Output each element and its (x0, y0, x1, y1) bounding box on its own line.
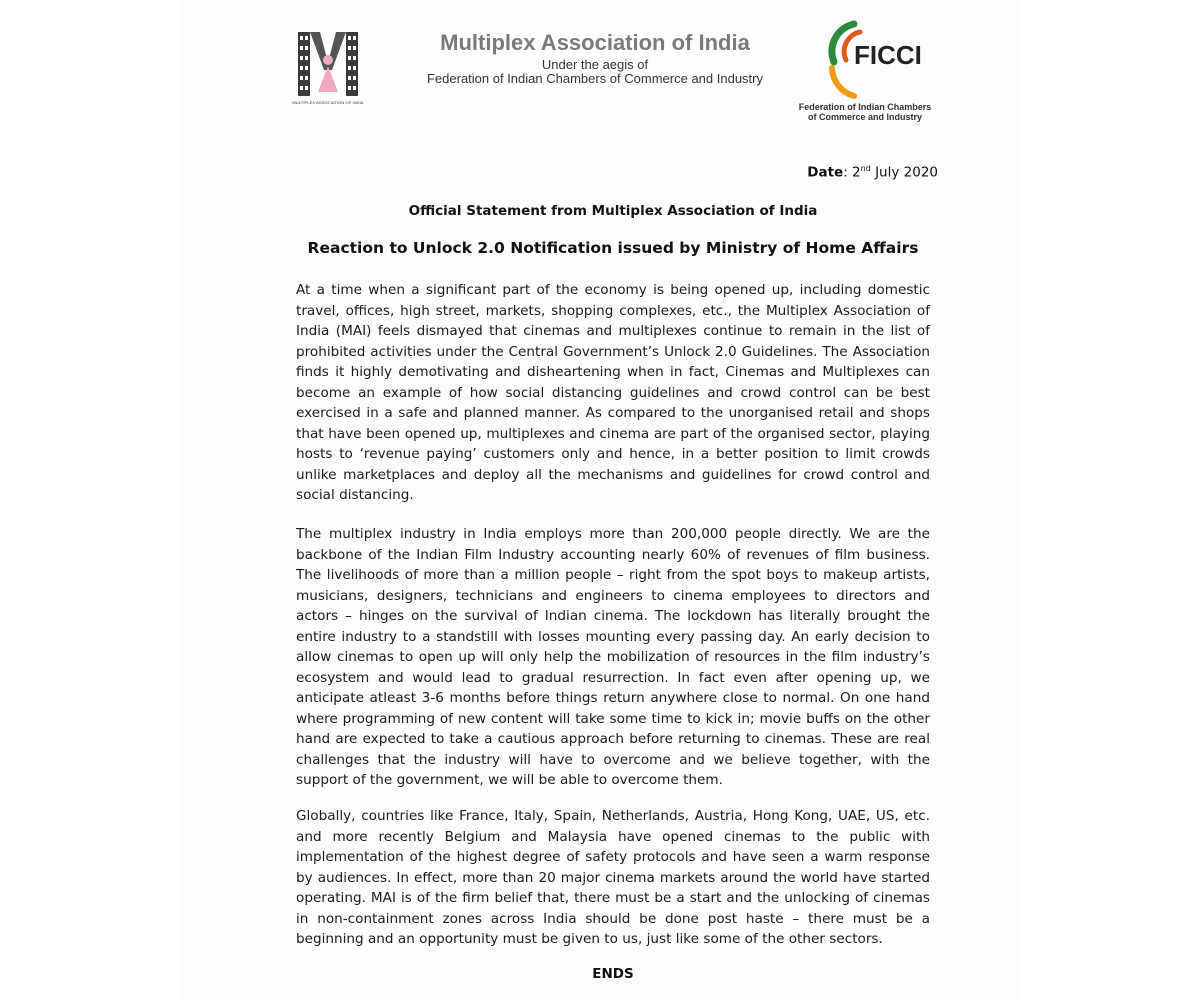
body-paragraph-3: Globally, countries like France, Italy, Spain, Netherlands, Austria, Hong Kong, UAE, US, etc. and more recently Belgium and Malaysia have opened cinemas to the public with implementation of the highest degree of safety protocols and have seen a warm response by audiences. In effect, more than 20 major cinema markets around the world have started operating. MAI is of the firm belief that, there must be a start and the unlocking of cinemas in non-containment zones across India should be done post haste – there must be a beginning and an opportunity must be given to us, just like some of the other sectors. (296, 808, 930, 947)
ficci-caption-line1: Federation of Indian Chambers (798, 102, 932, 112)
statement-heading: Official Statement from Multiplex Association of India (408, 203, 818, 219)
ficci-logo-text: FICCI (854, 40, 922, 70)
date-day-suffix: nd (860, 164, 871, 173)
date-separator: : (843, 164, 853, 181)
org-subtitle-federation: Federation of Indian Chambers of Commerce and Industry (426, 71, 763, 86)
ends-marker: ENDS (592, 966, 634, 982)
date-label: Date (807, 164, 844, 181)
mai-logo-caption: MULTIPLEX ASSOCIATION OF INDIA (292, 100, 364, 105)
date-day: 2 (852, 164, 861, 181)
body-paragraph-1: At a time when a significant part of the economy is being opened up, including domestic travel, offices, high street, markets, shopping complexes, etc., the Multiplex Association of India (MAI) feels dismayed that cinemas and multiplexes continue to remain in the list of prohibited activities under the Central Government’s Unlock 2.0 Guidelines. The Association finds it highly demotivating and disheartening when in fact, Cinemas and Multiplexes can become an example of how social distancing guidelines and crowd control can be best exercised in a safe and planned manner. As compared to the unorganised retail and shops that have been opened up, multiplexes and cinema are part of the organised sector, playing hosts to ‘revenue paying’ customers only and hence, in a better position to limit crowds unlike marketplaces and deploy all the mechanisms and guidelines for crowd control and social distancing. (296, 282, 930, 503)
ficci-caption-line2: of Commerce and Industry (807, 112, 923, 122)
org-subtitle-aegis: Under the aegis of (541, 57, 649, 72)
date-month-year: July 2020 (870, 164, 938, 181)
mai-logo (296, 30, 360, 110)
body-paragraph-2: The multiplex industry in India employs more than 200,000 people directly. We are the backbone of the Indian Film Industry accounting nearly 60% of revenues of film business. The livelihoods of more than a million people – right from the spot boys to makeup artists, musicians, designers, technicians and engineers to cinema employees to directors and actors – hinges on the survival of Indian cinema. The lockdown has literally brought the entire industry to a standstill with losses mounting every passing day. An early decision to allow cinemas to open up will only help the mobilization of resources in the film industry’s ecosystem and would lead to gradual resurrection. In fact even after opening up, we anticipate atleast 3-6 months before things return anywhere close to normal. On one hand where programming of new content will take some time to kick in; movie buffs on the other hand are expected to take a cautious approach before returning to cinemas. These are real challenges that the industry will have to overcome and we believe together, with the support of the government, we will be able to overcome them. (296, 526, 930, 788)
ficci-caption (790, 102, 940, 122)
date-line (807, 164, 938, 181)
org-title: Multiplex Association of India (440, 30, 750, 55)
reaction-heading: Reaction to Unlock 2.0 Notification issued by Ministry of Home Affairs (307, 239, 919, 257)
ficci-logo (824, 12, 934, 102)
